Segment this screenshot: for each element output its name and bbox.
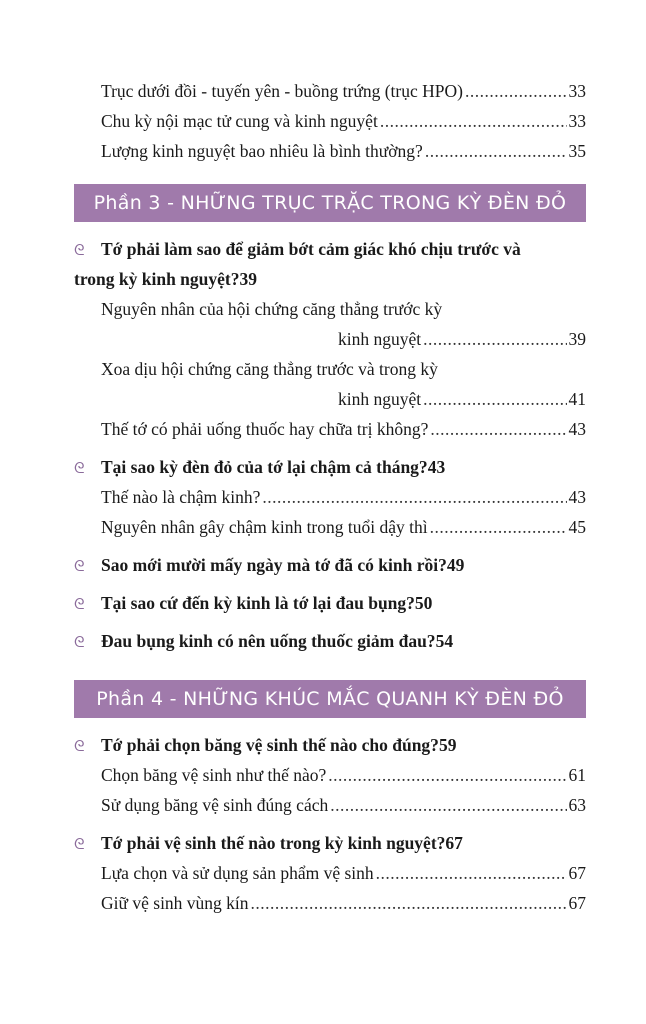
toc-entry: Thế nào là chậm kinh? ..... 43 — [74, 482, 586, 512]
toc-entry: Xoa dịu hội chứng căng thẳng trước và trong kỳ — [101, 359, 438, 379]
toc-question: ᘓ Tớ phải làm sao để giảm bớt cảm giác khó chịu trước và — [74, 234, 586, 264]
toc-entry: Thế tớ có phải uống thuốc hay chữa trị không? ..... 43 — [74, 414, 586, 444]
dot-leader — [376, 858, 567, 888]
toc-entry: Trục dưới đồi - tuyến yên - buồng trứng (trục HPO) ..... 33 — [74, 76, 586, 106]
toc-entry: Nguyên nhân của hội chứng căng thẳng trước kỳ — [101, 299, 443, 319]
spiral-bullet-icon: ᘓ — [74, 739, 85, 755]
dot-leader — [328, 760, 566, 790]
dot-leader — [430, 512, 567, 542]
dot-leader — [423, 384, 566, 414]
toc-entry-cont: kinh nguyệt ..... 39 — [74, 324, 586, 354]
spiral-bullet-icon: ᘓ — [74, 559, 85, 575]
toc-entry: Lựa chọn và sử dụng sản phẩm vệ sinh ..... 67 — [74, 858, 586, 888]
table-of-contents — [74, 76, 586, 918]
toc-question: ᘓ Tại sao kỳ đèn đỏ của tớ lại chậm cả tháng? 43 — [74, 452, 586, 482]
spiral-bullet-icon: ᘓ — [74, 635, 85, 651]
dot-leader — [425, 136, 567, 166]
dot-leader — [423, 324, 566, 354]
toc-entry: Chu kỳ nội mạc tử cung và kinh nguyệt ..... 33 — [74, 106, 586, 136]
toc-question: ᘓ Sao mới mười mấy ngày mà tớ đã có kinh rồi? 49 — [74, 550, 586, 580]
dot-leader — [380, 106, 567, 136]
toc-question-cont: trong kỳ kinh nguyệt? 39 — [74, 269, 257, 289]
toc-entry: Sử dụng băng vệ sinh đúng cách ..... 63 — [74, 790, 586, 820]
toc-entry: Lượng kinh nguyệt bao nhiêu là bình thường? ..... 35 — [74, 136, 586, 166]
spiral-bullet-icon: ᘓ — [74, 243, 85, 259]
dot-leader — [262, 482, 566, 512]
spiral-bullet-icon: ᘓ — [74, 837, 85, 853]
dot-leader — [251, 888, 567, 918]
spiral-bullet-icon: ᘓ — [74, 461, 85, 477]
toc-question: ᘓ Tớ phải vệ sinh thế nào trong kỳ kinh nguyệt? 67 — [74, 828, 586, 858]
dot-leader — [330, 790, 566, 820]
part3-heading-banner: Phần 3 - NHỮNG TRỤC TRẶC TRONG KỲ ĐÈN ĐỎ — [74, 184, 586, 222]
spiral-bullet-icon: ᘓ — [74, 597, 85, 613]
part4-heading-banner: Phần 4 - NHỮNG KHÚC MẮC QUANH KỲ ĐÈN ĐỎ — [74, 680, 586, 718]
dot-leader — [465, 76, 567, 106]
toc-entry: Giữ vệ sinh vùng kín ..... 67 — [74, 888, 586, 918]
toc-entry: Nguyên nhân gây chậm kinh trong tuổi dậy thì ..... 45 — [74, 512, 586, 542]
toc-entry: Chọn băng vệ sinh như thế nào? ..... 61 — [74, 760, 586, 790]
toc-question: ᘓ Tại sao cứ đến kỳ kinh là tớ lại đau bụng? 50 — [74, 588, 586, 618]
dot-leader — [430, 414, 566, 444]
toc-question: ᘓ Tớ phải chọn băng vệ sinh thế nào cho đúng? 59 — [74, 730, 586, 760]
toc-entry-cont: kinh nguyệt ..... 41 — [74, 384, 586, 414]
toc-question: ᘓ Đau bụng kinh có nên uống thuốc giảm đau? 54 — [74, 626, 586, 656]
